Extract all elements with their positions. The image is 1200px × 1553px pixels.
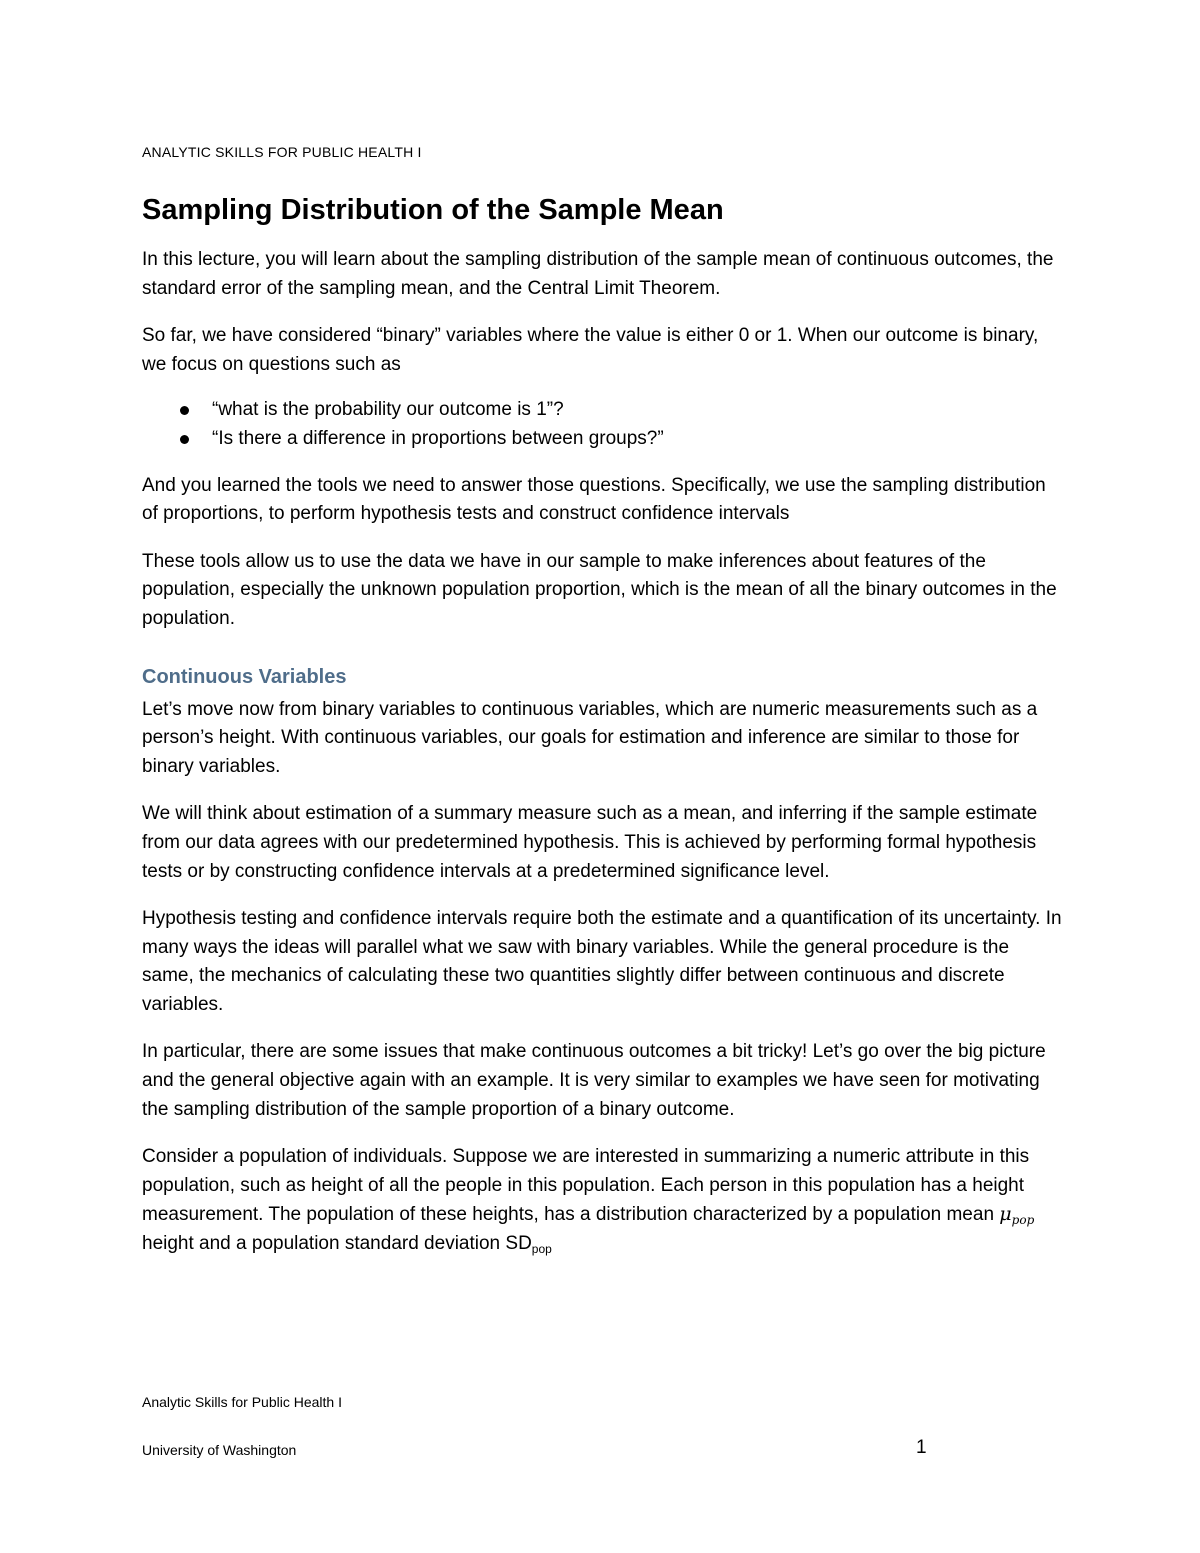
page-number: 1 — [916, 1437, 927, 1458]
intro-paragraph-2: So far, we have considered “binary” variables where the value is either 0 or 1. When our outcome is binary, we focus on questions such as — [142, 325, 1039, 375]
section-heading: Continuous Variables — [142, 665, 347, 688]
list-item-text: “what is the probability our outcome is 1”? — [212, 399, 564, 421]
list-item — [142, 425, 1062, 454]
sd-subscript: pop — [531, 1242, 552, 1257]
footer-university: University of Washington — [142, 1442, 297, 1458]
mu-symbol — [999, 1203, 1035, 1228]
list-item — [142, 396, 1062, 425]
intro-paragraph-3: And you learned the tools we need to answer those questions. Specifically, we use the sampling distribution of proportions, to perform hypothesis tests and construct confidence intervals — [142, 474, 1046, 525]
question-list — [142, 396, 1062, 453]
section-paragraph-5 — [142, 1143, 1062, 1258]
section-paragraph-4: In particular, there are some issues that make continuous outcomes a bit tricky! Let’s go over the big picture and the general objective again with an example. It is very similar to examples we have seen for motivating the sampling distribution of the sample proportion of a binary outcome. — [142, 1041, 1046, 1120]
document-title: Sampling Distribution of the Sample Mean — [142, 194, 724, 226]
paragraph-text-continued: height and a population standard deviation SD — [142, 1233, 532, 1255]
course-header: ANALYTIC SKILLS FOR PUBLIC HEALTH I — [142, 144, 422, 160]
page-content — [142, 140, 1062, 1278]
intro-paragraph-1: In this lecture, you will learn about the sampling distribution of the sample mean of continuous outcomes, the standard error of the sampling mean, and the Central Limit Theorem. — [142, 249, 1054, 299]
footer-course: Analytic Skills for Public Health I — [142, 1394, 342, 1410]
section-paragraph-3: Hypothesis testing and confidence intervals require both the estimate and a quantification of its uncertainty. In many ways the ideas will parallel what we saw with binary variables. While the general procedure is the same, the mechanics of calculating these two quantities slightly differ between continuous and discrete variables. — [142, 908, 1062, 1015]
intro-paragraph-4: These tools allow us to use the data we have in our sample to make inferences about features of the population, especially the unknown population proportion, which is the mean of all the binary outcomes in the population. — [142, 550, 1057, 629]
section-paragraph-2: We will think about estimation of a summary measure such as a mean, and inferring if the sample estimate from our data agrees with our predetermined hypothesis. This is achieved by performing formal hypothesis tests or by constructing confidence intervals at a predetermined significance level. — [142, 803, 1038, 882]
list-item-text: “Is there a difference in proportions between groups?” — [212, 427, 664, 449]
section-paragraph-1: Let’s move now from binary variables to continuous variables, which are numeric measurements such as a person’s height. With continuous variables, our goals for estimation and inference are similar to those for binary variables. — [142, 698, 1038, 777]
bullet-icon — [180, 435, 189, 444]
mu-subscript: pop — [1011, 1213, 1035, 1228]
paragraph-text: Consider a population of individuals. Suppose we are interested in summarizing a numeric attribute in this population, such as height of all the people in this population. Each person in this population has a height measurement. The population of these heights, has a distribution characterized by a population mean — [142, 1146, 1030, 1226]
bullet-icon — [180, 406, 189, 415]
mu-letter: μ — [999, 1203, 1012, 1226]
